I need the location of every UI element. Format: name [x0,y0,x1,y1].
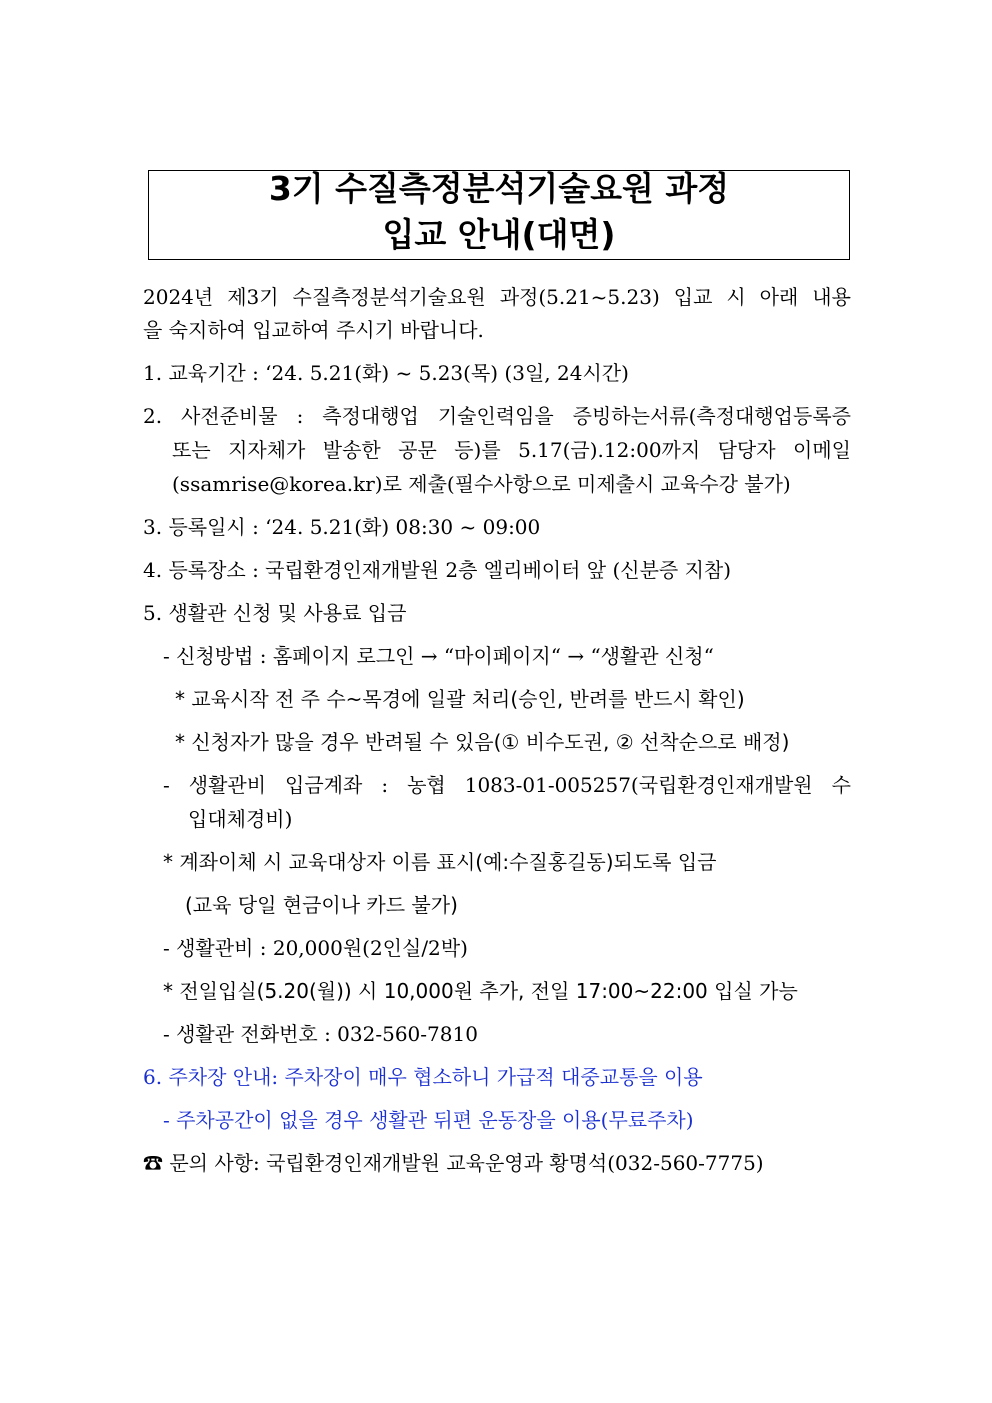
item-2-line-2: 또는 지자체가 발송한 공문 등)를 5.17(금).12:00까지 담당자 이메일 [172,438,851,462]
item-6-parking: 6. 주차장 안내: 주차장이 매우 협소하니 가급적 대중교통을 이용 [143,1065,703,1089]
title-box [148,170,850,260]
item-5-transfer-note-2: (교육 당일 현금이나 카드 불가) [185,893,458,917]
item-6-parking-sub: - 주차공간이 없을 경우 생활관 뒤편 운동장을 이용(무료주차) [163,1108,694,1132]
item-5-early-checkin: * 전일입실(5.20(월)) 시 10,000원 추가, 전일 17:00~22:00 입실 가능 [163,979,798,1003]
item-2-line-3: (ssamrise@korea.kr)로 제출(필수사항으로 미제출시 교육수강 불가) [172,472,791,496]
item-5-account-line-2: 입대체경비) [188,807,293,831]
item-3-registration-time: 3. 등록일시 : ‘24. 5.21(화) 08:30 ~ 09:00 [143,515,541,539]
contact-info: ☎ 문의 사항: 국립환경인재개발원 교육운영과 황명석(032-560-7775) [143,1151,764,1175]
item-4-registration-place: 4. 등록장소 : 국립환경인재개발원 2층 엘리베이터 앞 (신분증 지참) [143,558,732,582]
item-5-method: - 신청방법 : 홈페이지 로그인 → “마이페이지“ → “생활관 신청“ [163,644,714,668]
item-5-transfer-note: * 계좌이체 시 교육대상자 이름 표시(예:수질홍길동)되도록 입금 [163,850,717,874]
item-5-account-line-1: - 생활관비 입금계좌 : 농협 1083-01-005257(국립환경인재개발원 수 [163,773,851,797]
item-5-phone: - 생활관 전화번호 : 032-560-7810 [163,1022,478,1046]
item-5-note-1: * 교육시작 전 주 수~목경에 일괄 처리(승인, 반려를 반드시 확인) [175,687,745,711]
item-5-dormitory: 5. 생활관 신청 및 사용료 입금 [143,601,407,625]
item-5-note-2: * 신청자가 많을 경우 반려될 수 있음(① 비수도권, ② 선착순으로 배정) [175,730,790,754]
item-2-line-1: 2. 사전준비물 : 측정대행업 기술인력임을 증빙하는서류(측정대행업등록증 [143,404,851,428]
intro-line-2: 을 숙지하여 입교하여 주시기 바랍니다. [143,318,484,342]
intro-line-1: 2024년 제3기 수질측정분석기술요원 과정(5.21~5.23) 입교 시 아래 내용 [143,285,851,309]
item-5-fee: - 생활관비 : 20,000원(2인실/2박) [163,936,468,960]
item-1-period: 1. 교육기간 : ‘24. 5.21(화) ~ 5.23(목) (3일, 24시간) [143,361,629,385]
page-subtitle: 입교 안내(대면) [382,215,616,254]
page-title: 3기 수질측정분석기술요원 과정 [268,169,730,208]
